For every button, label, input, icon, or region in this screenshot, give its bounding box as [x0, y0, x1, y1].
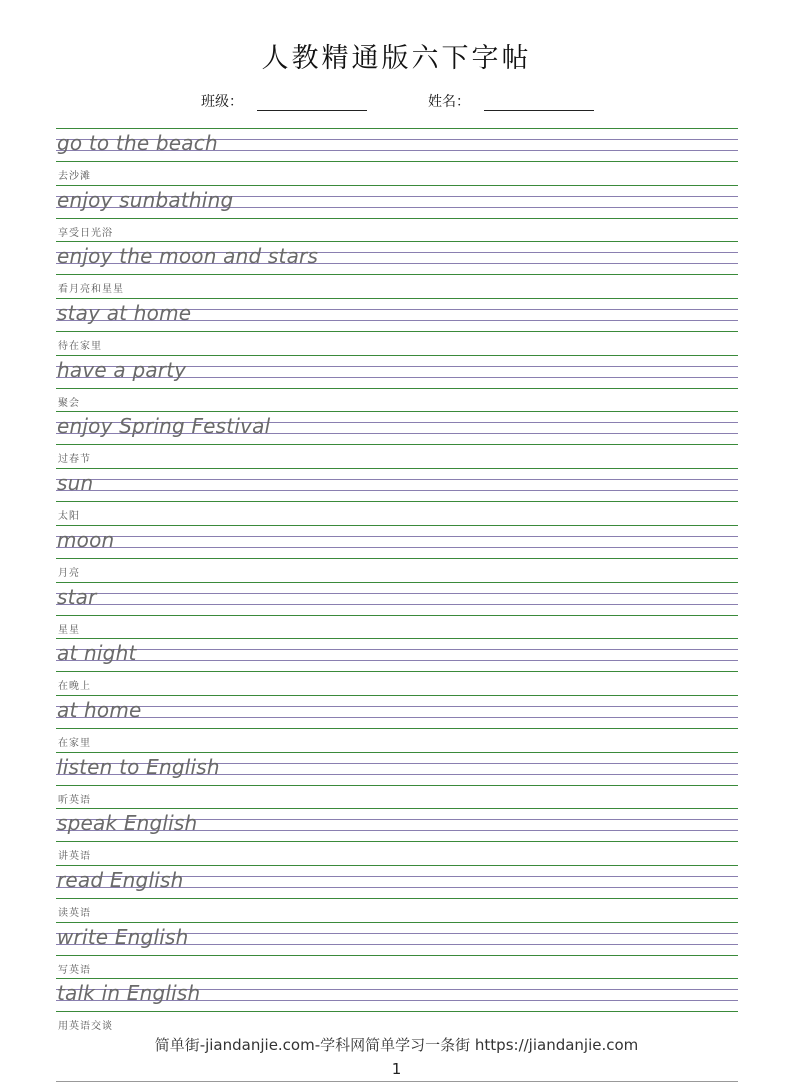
- trace-phrase: talk in English: [57, 981, 201, 1006]
- guide-line-green: [56, 808, 738, 809]
- guide-line-purple: [56, 479, 738, 480]
- trace-phrase: go to the beach: [57, 131, 218, 155]
- class-label: 班级：: [201, 94, 243, 110]
- trace-phrase: at home: [57, 697, 142, 722]
- guide-line-green: [56, 218, 738, 219]
- chinese-meaning: 在家里: [58, 737, 91, 749]
- chinese-meaning: 待在家里: [58, 341, 102, 353]
- chinese-meaning: 星星: [58, 624, 80, 636]
- practice-row: [56, 922, 738, 979]
- practice-row: [56, 525, 738, 582]
- chinese-meaning: 讲英语: [58, 851, 91, 863]
- chinese-meaning: 聚会: [58, 397, 80, 409]
- guide-line-green: [56, 785, 738, 786]
- guide-line-green: [56, 1011, 738, 1012]
- guide-line-green: [56, 128, 738, 129]
- guide-line-green: [56, 898, 738, 899]
- guide-line-green: [56, 671, 738, 672]
- guide-line-purple: [56, 649, 738, 650]
- guide-line-green: [56, 841, 738, 842]
- footer-watermark: 简单街-jiandanjie.com-学科网简单学习一条街 https://jiandanjie.com: [154, 1036, 639, 1054]
- trace-phrase: enjoy sunbathing: [57, 187, 234, 212]
- name-label: 姓名：: [428, 94, 470, 110]
- four-line-guide: [56, 468, 738, 502]
- guide-line-green: [56, 501, 738, 502]
- four-line-guide: [56, 525, 738, 559]
- guide-line-green: [56, 558, 738, 559]
- trace-phrase: read English: [57, 867, 184, 892]
- four-line-guide: [56, 695, 738, 729]
- trace-phrase: enjoy Spring Festival: [57, 414, 271, 439]
- chinese-meaning: 写英语: [58, 964, 91, 976]
- chinese-meaning: 在晚上: [58, 681, 91, 693]
- four-line-guide: [56, 582, 738, 616]
- practice-row: [56, 752, 738, 809]
- handwriting-sheet: [56, 128, 738, 1035]
- practice-row: [56, 582, 738, 639]
- student-info-row: [0, 91, 793, 113]
- guide-line-purple: [56, 490, 738, 491]
- guide-line-green: [56, 615, 738, 616]
- guide-line-purple: [56, 717, 738, 718]
- guide-line-purple: [56, 536, 738, 537]
- practice-row: [56, 865, 738, 922]
- chinese-meaning: 看月亮和星星: [58, 284, 124, 296]
- chinese-meaning: 听英语: [58, 794, 91, 806]
- trace-phrase: moon: [57, 527, 115, 552]
- class-blank-field[interactable]: [257, 109, 367, 111]
- practice-row: [56, 808, 738, 865]
- guide-line-green: [56, 298, 738, 299]
- practice-row: [56, 355, 738, 412]
- footer-divider: [56, 1081, 738, 1082]
- trace-phrase: stay at home: [57, 301, 192, 326]
- guide-line-green: [56, 752, 738, 753]
- guide-line-green: [56, 274, 738, 275]
- four-line-guide: [56, 638, 738, 672]
- trace-phrase: sun: [57, 471, 94, 496]
- guide-line-green: [56, 411, 738, 412]
- practice-row: [56, 241, 738, 298]
- guide-line-green: [56, 468, 738, 469]
- guide-line-green: [56, 525, 738, 526]
- guide-line-green: [56, 185, 738, 186]
- guide-line-purple: [56, 706, 738, 707]
- trace-phrase: listen to English: [57, 754, 220, 779]
- trace-phrase: star: [57, 584, 97, 609]
- guide-line-green: [56, 331, 738, 332]
- trace-phrase: speak English: [57, 811, 198, 836]
- trace-phrase: enjoy the moon and stars: [57, 244, 319, 269]
- page-title: 人教精通版六下字帖: [261, 43, 532, 74]
- guide-line-green: [56, 865, 738, 866]
- guide-line-green: [56, 388, 738, 389]
- practice-row: [56, 185, 738, 242]
- guide-line-green: [56, 355, 738, 356]
- guide-line-green: [56, 241, 738, 242]
- practice-row: [56, 978, 738, 1035]
- guide-line-green: [56, 444, 738, 445]
- guide-line-green: [56, 582, 738, 583]
- trace-phrase: at night: [57, 641, 137, 666]
- chinese-meaning: 读英语: [58, 907, 91, 919]
- guide-line-purple: [56, 604, 738, 605]
- practice-row: [56, 128, 738, 185]
- guide-line-green: [56, 978, 738, 979]
- chinese-meaning: 享受日光浴: [58, 227, 113, 239]
- chinese-meaning: 用英语交谈: [58, 1021, 113, 1033]
- guide-line-green: [56, 728, 738, 729]
- practice-row: [56, 695, 738, 752]
- practice-row: [56, 468, 738, 525]
- guide-line-purple: [56, 660, 738, 661]
- guide-line-purple: [56, 593, 738, 594]
- chinese-meaning: 太阳: [58, 511, 80, 523]
- chinese-meaning: 月亮: [58, 567, 80, 579]
- guide-line-green: [56, 638, 738, 639]
- chinese-meaning: 过春节: [58, 454, 91, 466]
- name-blank-field[interactable]: [484, 109, 594, 111]
- practice-row: [56, 411, 738, 468]
- practice-row: [56, 298, 738, 355]
- guide-line-green: [56, 955, 738, 956]
- guide-line-green: [56, 922, 738, 923]
- trace-phrase: have a party: [57, 357, 187, 382]
- practice-row: [56, 638, 738, 695]
- chinese-meaning: 去沙滩: [58, 171, 91, 182]
- guide-line-purple: [56, 547, 738, 548]
- guide-line-green: [56, 161, 738, 162]
- guide-line-green: [56, 695, 738, 696]
- trace-phrase: write English: [57, 924, 189, 949]
- page-number: 1: [391, 1060, 402, 1078]
